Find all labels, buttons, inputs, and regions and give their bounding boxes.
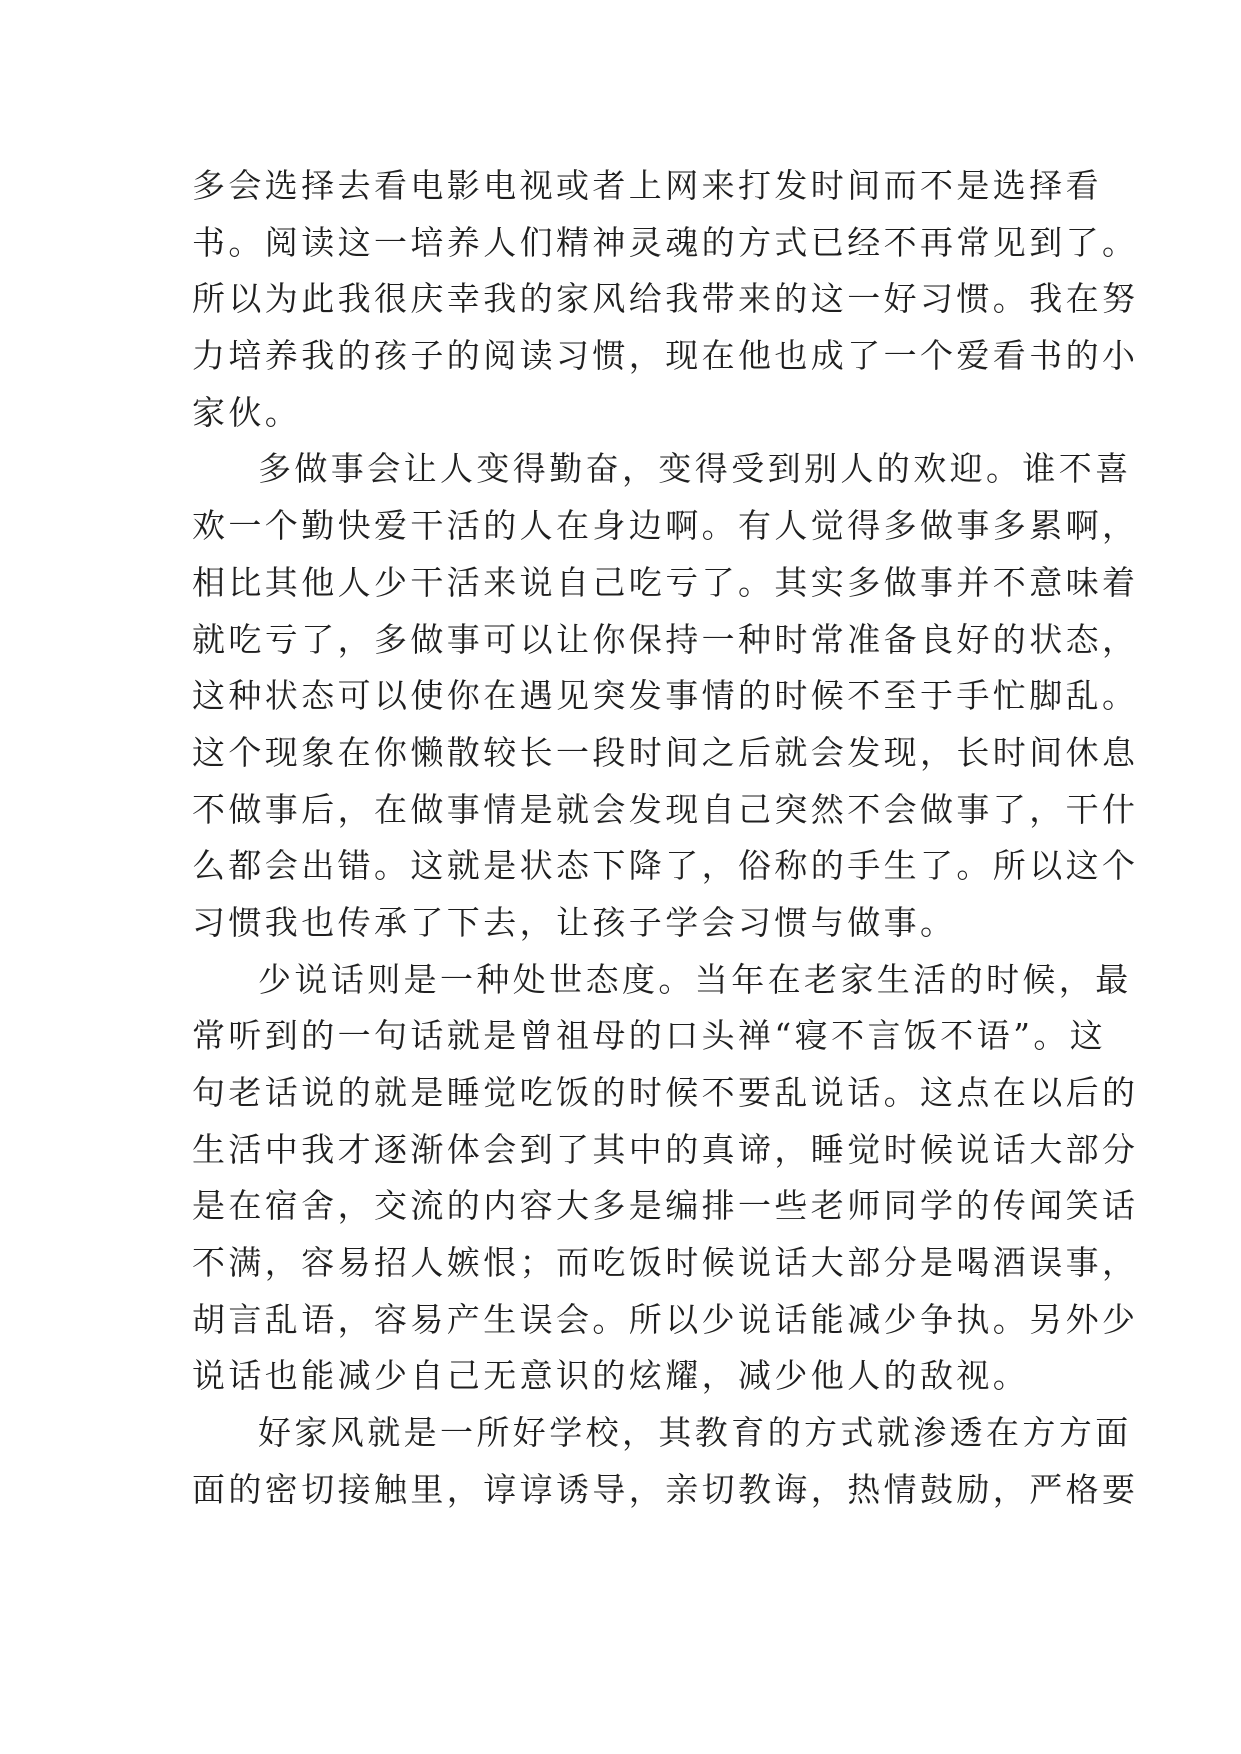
- text-line: 不满，容易招人嫉恨；而吃饭时候说话大部分是喝酒误事，: [192, 1243, 1139, 1283]
- text-line: 这个现象在你懒散较长一段时间之后就会发现，长时间休息: [192, 732, 1139, 772]
- text-line: 所以为此我很庆幸我的家风给我带来的这一好习惯。我在努: [192, 279, 1139, 319]
- text-line: 习惯我也传承了下去，让孩子学会习惯与做事。: [192, 902, 957, 942]
- text-line: 么都会出错。这就是状态下降了，俗称的手生了。所以这个: [192, 846, 1139, 886]
- text-line: 这种状态可以使你在遇见突发事情的时候不至于手忙脚乱。: [192, 676, 1139, 716]
- text-line: 多会选择去看电影电视或者上网来打发时间而不是选择看: [192, 166, 1102, 205]
- text-line: 常听到的一句话就是曾祖母的口头禅“寝不言饭不语”。这: [192, 1016, 1107, 1056]
- text-line: 是在宿舍，交流的内容大多是编排一些老师同学的传闻笑话: [192, 1186, 1139, 1226]
- text-line: 书。阅读这一培养人们精神灵魂的方式已经不再常见到了。: [192, 222, 1139, 262]
- text-line: 就吃亏了，多做事可以让你保持一种时常准备良好的状态，: [192, 619, 1139, 659]
- text-line: 胡言乱语，容易产生误会。所以少说话能减少争执。另外少: [192, 1299, 1139, 1339]
- paragraph-first-line: 多做事会让人变得勤奋，变得受到别人的欢迎。谁不喜: [258, 449, 1132, 489]
- body-text: [192, 158, 1139, 1519]
- text-line: 面的密切接触里，谆谆诱导，亲切教诲，热情鼓励，严格要: [192, 1469, 1139, 1509]
- text-line: 家伙。: [192, 392, 302, 432]
- text-line: 不做事后，在做事情是就会发现自己突然不会做事了，干什: [192, 789, 1139, 829]
- text-line: 句老话说的就是睡觉吃饭的时候不要乱说话。这点在以后的: [192, 1073, 1139, 1112]
- text-line: 说话也能减少自己无意识的炫耀，减少他人的敌视。: [192, 1356, 1030, 1396]
- text-line: 力培养我的孩子的阅读习惯，现在他也成了一个爱看书的小: [192, 336, 1139, 376]
- paragraph-first-line: 少说话则是一种处世态度。当年在老家生活的时候，最: [258, 959, 1132, 999]
- text-line: 生活中我才逐渐体会到了其中的真谛，睡觉时候说话大部分: [192, 1129, 1139, 1169]
- text-line: 相比其他人少干活来说自己吃亏了。其实多做事并不意味着: [192, 562, 1139, 602]
- paragraph-first-line: 好家风就是一所好学校，其教育的方式就渗透在方方面: [258, 1413, 1132, 1453]
- text-line: 欢一个勤快爱干活的人在身边啊。有人觉得多做事多累啊，: [192, 506, 1139, 546]
